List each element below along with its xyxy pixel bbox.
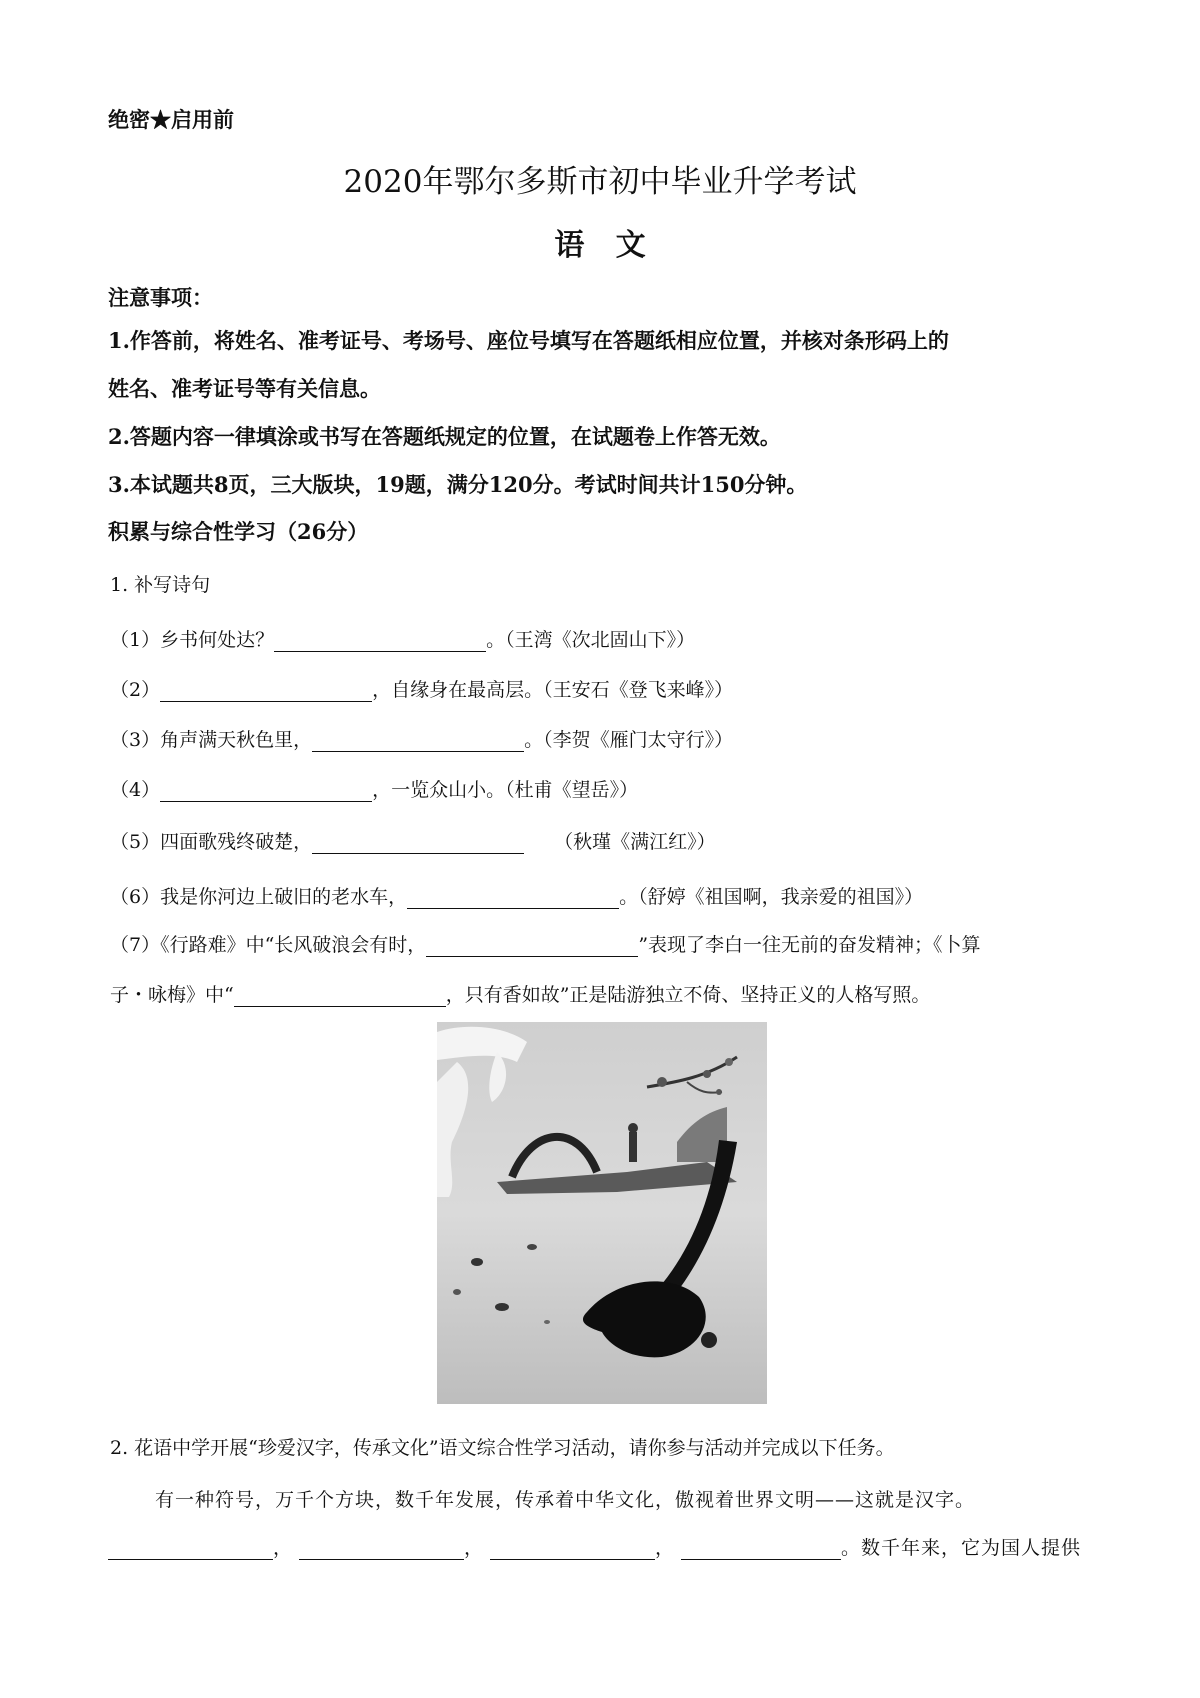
poem-line-2: [110, 675, 733, 702]
line-suffix: （秋瑾《满江红》）: [554, 831, 716, 853]
separator: ，: [655, 1537, 676, 1559]
poem-line-5: [110, 827, 716, 854]
line-prefix: （1）乡书何处达？: [110, 629, 275, 651]
answer-blank[interactable]: [299, 1537, 464, 1560]
line-suffix: ，一览众山小。（杜甫《望岳》）: [372, 779, 639, 801]
line-prefix: 子・咏梅》中“: [110, 984, 234, 1006]
notice-item: 2.答题内容一律填涂或书写在答题纸规定的位置，在试题卷上作答无效。: [108, 424, 781, 449]
line-suffix: ，只有香如故”正是陆游独立不倚、坚持正义的人格写照。: [445, 984, 931, 1006]
question-title: 2. 花语中学开展“珍爱汉字，传承文化”语文综合性学习活动，请你参与活动并完成以下任务。: [110, 1437, 895, 1459]
answer-blank[interactable]: [160, 779, 372, 802]
notice-heading: 注意事项：: [108, 285, 213, 310]
subject-title: 语 文: [554, 228, 646, 263]
answer-blank[interactable]: [108, 1537, 273, 1560]
line-suffix: 。（舒婷《祖国啊，我亲爱的祖国》）: [619, 886, 924, 908]
notice-item: 1.作答前，将姓名、准考证号、考场号、座位号填写在答题纸相应位置，并核对条形码上的: [108, 328, 949, 353]
line-prefix: （3）角声满天秋色里，: [110, 729, 313, 751]
answer-blank[interactable]: [274, 629, 486, 652]
answer-blank[interactable]: [426, 934, 638, 957]
line-suffix: 。数千年来，它为国人提供: [841, 1537, 1082, 1559]
line-prefix: （6）我是你河边上破旧的老水车，: [110, 886, 408, 908]
poem-line-7b: [110, 980, 930, 1007]
poem-line-1: [110, 625, 695, 652]
answer-blank[interactable]: [490, 1537, 655, 1560]
paragraph-text: 有一种符号，万千个方块，数千年发展，传承着中华文化，傲视着世界文明——这就是汉字。: [155, 1489, 976, 1511]
line-suffix: 。（王湾《次北固山下》）: [486, 629, 696, 651]
answer-blank[interactable]: [234, 984, 446, 1007]
poem-line-6: [110, 882, 923, 909]
line-suffix: 。（李贺《雁门太守行》）: [524, 729, 734, 751]
section-heading: 积累与综合性学习（26分）: [108, 519, 369, 544]
fill-blank-line: [108, 1533, 1081, 1560]
exam-title: 2020年鄂尔多斯市初中毕业升学考试: [343, 164, 857, 200]
notice-item: 姓名、准考证号等有关信息。: [108, 376, 381, 401]
line-prefix: （4）: [110, 779, 161, 801]
poem-line-7a: [110, 930, 981, 957]
separator: ，: [273, 1537, 294, 1559]
line-suffix: ”表现了李白一往无前的奋发精神；《卜算: [638, 934, 981, 956]
question-title: 1. 补写诗句: [110, 574, 211, 596]
line-prefix: （7）《行路难》中“长风破浪会有时，: [110, 934, 427, 956]
answer-blank[interactable]: [407, 886, 619, 909]
notice-item: 3.本试题共8页，三大版块，19题，满分120分。考试时间共计150分钟。: [108, 472, 808, 497]
answer-blank[interactable]: [681, 1537, 841, 1560]
answer-blank[interactable]: [160, 679, 372, 702]
line-prefix: （5）四面歌残终破楚，: [110, 831, 313, 853]
line-prefix: （2）: [110, 679, 161, 701]
line-suffix: ，自缘身在最高层。（王安石《登飞来峰》）: [372, 679, 734, 701]
secrecy-label: 绝密★启用前: [108, 107, 234, 132]
ink-painting-image: [437, 1022, 767, 1404]
answer-blank[interactable]: [312, 729, 524, 752]
separator: ，: [464, 1537, 485, 1559]
poem-line-4: [110, 775, 638, 802]
poem-line-3: [110, 725, 733, 752]
answer-blank[interactable]: [312, 831, 524, 854]
